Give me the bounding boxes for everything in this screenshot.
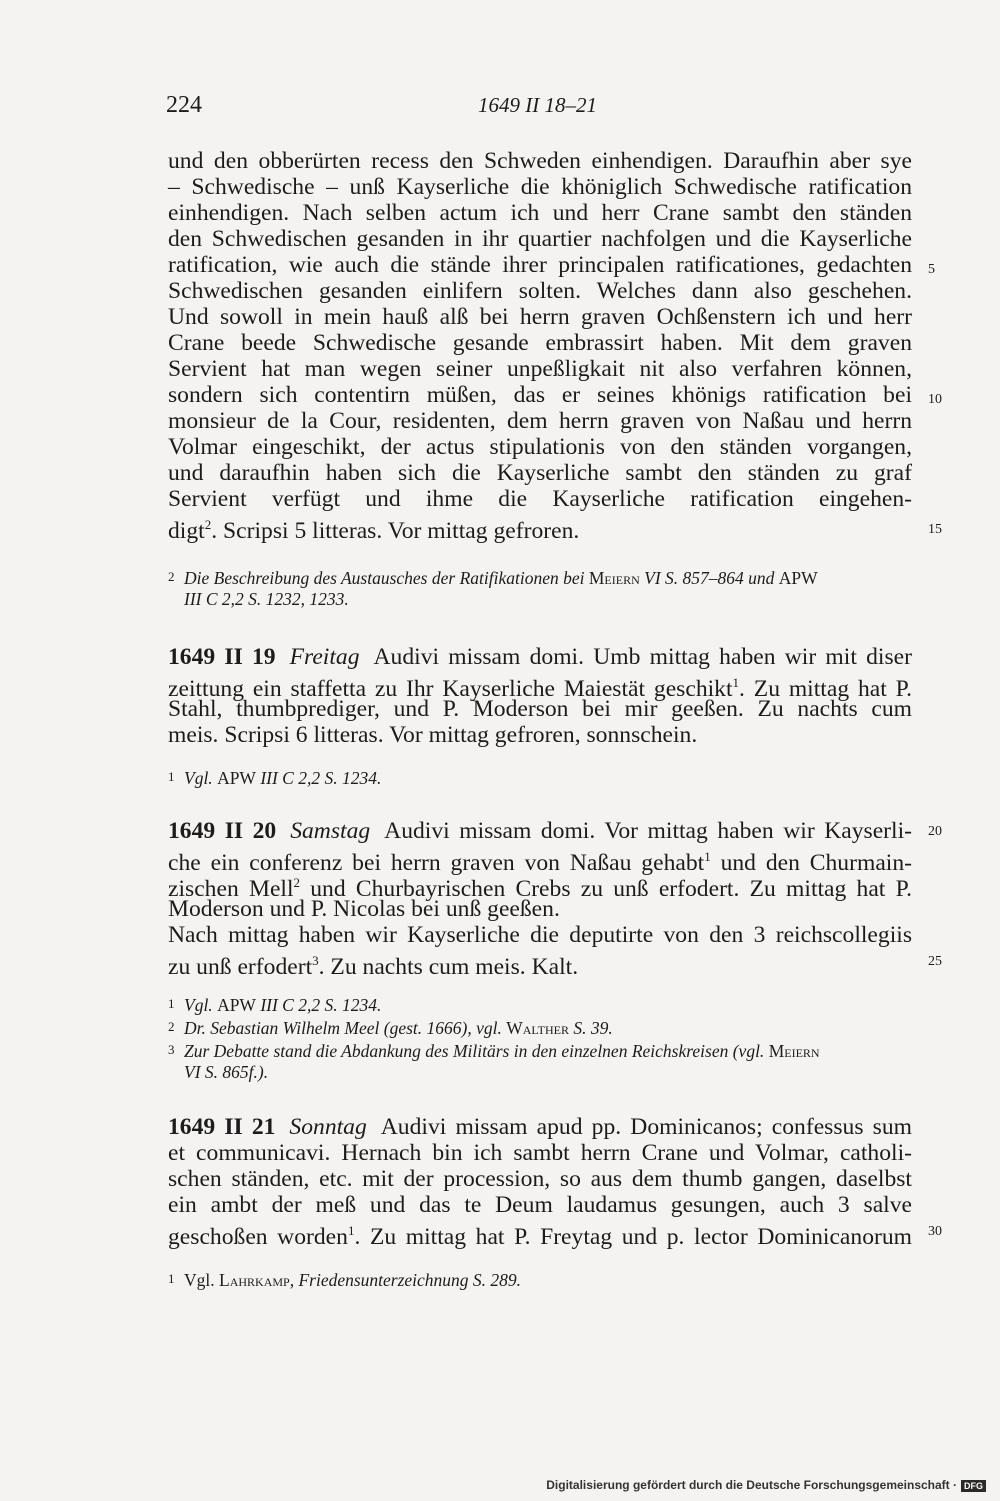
text-line: zu unß erfodert$^3$. Zu nachts cum meis. Kalt. [168, 953, 579, 980]
text-line: Und sowoll in mein hauß alß bei herrn graven Ochßenstern ich und herr [168, 304, 912, 330]
text-line: Volmar eingeschikt, der actus stipulationis von den ständen vorgangen, [168, 434, 912, 460]
page-number: 224 [166, 92, 202, 118]
text-line: 1649 II 21 Sonntag Audivi missam apud pp. Dominicanos; confessus sum [168, 1114, 912, 1140]
text-line: sondern sich contentirn müßen, das er seines khönigs ratification bei [168, 382, 912, 408]
footnote-mark: 1 [168, 769, 175, 784]
text-line: monsieur de la Cour, residenten, dem herrn graven von Naßau und herrn [168, 408, 912, 434]
text-line: und den obberürten recess den Schweden einhendigen. Daraufhin aber sye [168, 148, 912, 174]
text-line: digt$^2$. Scripsi 5 litteras. Vor mittag gefroren. [168, 517, 580, 544]
text-line: und daraufhin haben sich die Kayserliche sambt den ständen zu graf [168, 460, 912, 486]
footnote-ref: 2 [293, 875, 301, 890]
entry-day: Samstag [290, 818, 371, 844]
footnote: 2 Die Beschreibung des Austausches der Ratifikationen bei Meiern VI S. 857–864 und APW III C 2,2 S. 1232, 1233. [168, 568, 818, 609]
entry-date: 1649 II 19 [168, 644, 276, 670]
text-line: Schwedischen gesanden einlifern solten. Welches dann also geschehen. [168, 278, 912, 304]
entry-date: 1649 II 20 [168, 818, 277, 844]
text-line: Moderson und P. Nicolas bei unß geeßen. [168, 896, 560, 922]
line-number: 10 [928, 392, 942, 407]
text-line: Servient verfügt und ihme die Kayserliche ratification eingehen- [168, 486, 912, 512]
footnote-mark: 3 [168, 1042, 175, 1057]
digitization-credit: Digitalisierung gefördert durch die Deutsche Forschungsgemeinschaft · DFG [546, 1478, 986, 1492]
text-line: ratification, wie auch die stände ihrer principalen ratificationes, gedachten [168, 252, 912, 278]
footnote: 1 Vgl. Lahrkamp, Friedensunterzeichnung S. 289. [168, 1270, 522, 1290]
text-line: – Schwedische – unß Kayserliche die khöniglich Schwedische ratification [168, 174, 912, 200]
text-line: einhendigen. Nach selben actum ich und herr Crane sambt den ständen [168, 200, 912, 226]
dfg-logo: DFG [961, 1480, 986, 1492]
running-head: 1649 II 18–21 [478, 93, 597, 117]
text-line: zeittung ein staffetta zu Ihr Kayserliche Maiestät geschikt$^1$. Zu mittag hat P. [168, 675, 913, 702]
line-number: 15 [928, 522, 942, 537]
footnote-ref: 1 [704, 849, 711, 864]
footnote-ref: 1 [347, 1223, 355, 1238]
text-line: ein ambt der meß und das te Deum laudamus gesungen, auch 3 salve [168, 1192, 912, 1218]
text-line: 1649 II 19 Freitag Audivi missam domi. Umb mittag haben wir mit diser [168, 644, 912, 670]
line-number: 20 [928, 824, 942, 839]
entry-date: 1649 II 21 [168, 1114, 276, 1140]
text-line: Servient hat man wegen seiner unpeßligkait nit also verfahren können, [168, 356, 912, 382]
text-line: 1649 II 20 Samstag Audivi missam domi. Vor mittag haben wir Kayserli- [168, 818, 912, 844]
entry-day: Freitag [289, 644, 360, 670]
text-line: Stahl, thumbprediger, und P. Moderson bei mir geeßen. Zu nachts cum [168, 696, 912, 722]
footnote: 1 Vgl. APW III C 2,2 S. 1234. [168, 768, 382, 788]
footnote-ref: 1 [732, 675, 740, 690]
line-number: 25 [928, 954, 942, 969]
footnote-mark: 2 [168, 1019, 175, 1034]
line-number: 5 [928, 262, 935, 277]
text-line: meis. Scripsi 6 litteras. Vor mittag gefroren, sonnschein. [168, 722, 698, 748]
diary-entry-20 [168, 818, 912, 980]
footnote-mark: 1 [168, 996, 175, 1011]
diary-entry-19 [168, 644, 912, 748]
text-line: schen ständen, etc. mit der procession, so aus dem thumb gangen, daselbst [168, 1166, 912, 1192]
paragraph-continuation [168, 148, 912, 544]
text-line: Crane beede Schwedische gesande embrassirt haben. Mit dem graven [168, 330, 912, 356]
footnote-ref: 2 [204, 517, 212, 532]
line-number: 30 [928, 1224, 942, 1239]
text-line: Nach mittag haben wir Kayserliche die deputirte von den 3 reichscollegiis [168, 922, 912, 948]
text-line: den Schwedischen gesanden in ihr quartier nachfolgen und die Kayserliche [168, 226, 912, 252]
text-line: zischen Mell$^2$ und Churbayrischen Crebs zu unß erfodert. Zu mittag hat P. [168, 875, 912, 902]
text-line: che ein conferenz bei herrn graven von Naßau gehabt$^1$ und den Churmain- [168, 849, 912, 876]
text-line: et communicavi. Hernach bin ich sambt herrn Crane und Volmar, catholi- [168, 1140, 912, 1166]
diary-entry-21 [168, 1114, 912, 1250]
footnote-mark: 2 [168, 569, 175, 584]
entry-day: Sonntag [289, 1114, 367, 1140]
footnote-ref: 3 [312, 953, 319, 968]
footnotes: 1 Vgl. APW III C 2,2 S. 1234. 2 Dr. Sebastian Wilhelm Meel (gest. 1666), vgl. Walther S. 39. 3 Zur Debatte stand die Abdankung des Militärs in den einzelnen Reichskreisen (vgl. Meiern VI S. 865f.). [168, 995, 820, 1082]
text-line: geschoßen worden$^1$. Zu mittag hat P. Freytag und p. lector Dominicanorum [168, 1223, 912, 1250]
footnote-mark: 1 [168, 1271, 175, 1286]
